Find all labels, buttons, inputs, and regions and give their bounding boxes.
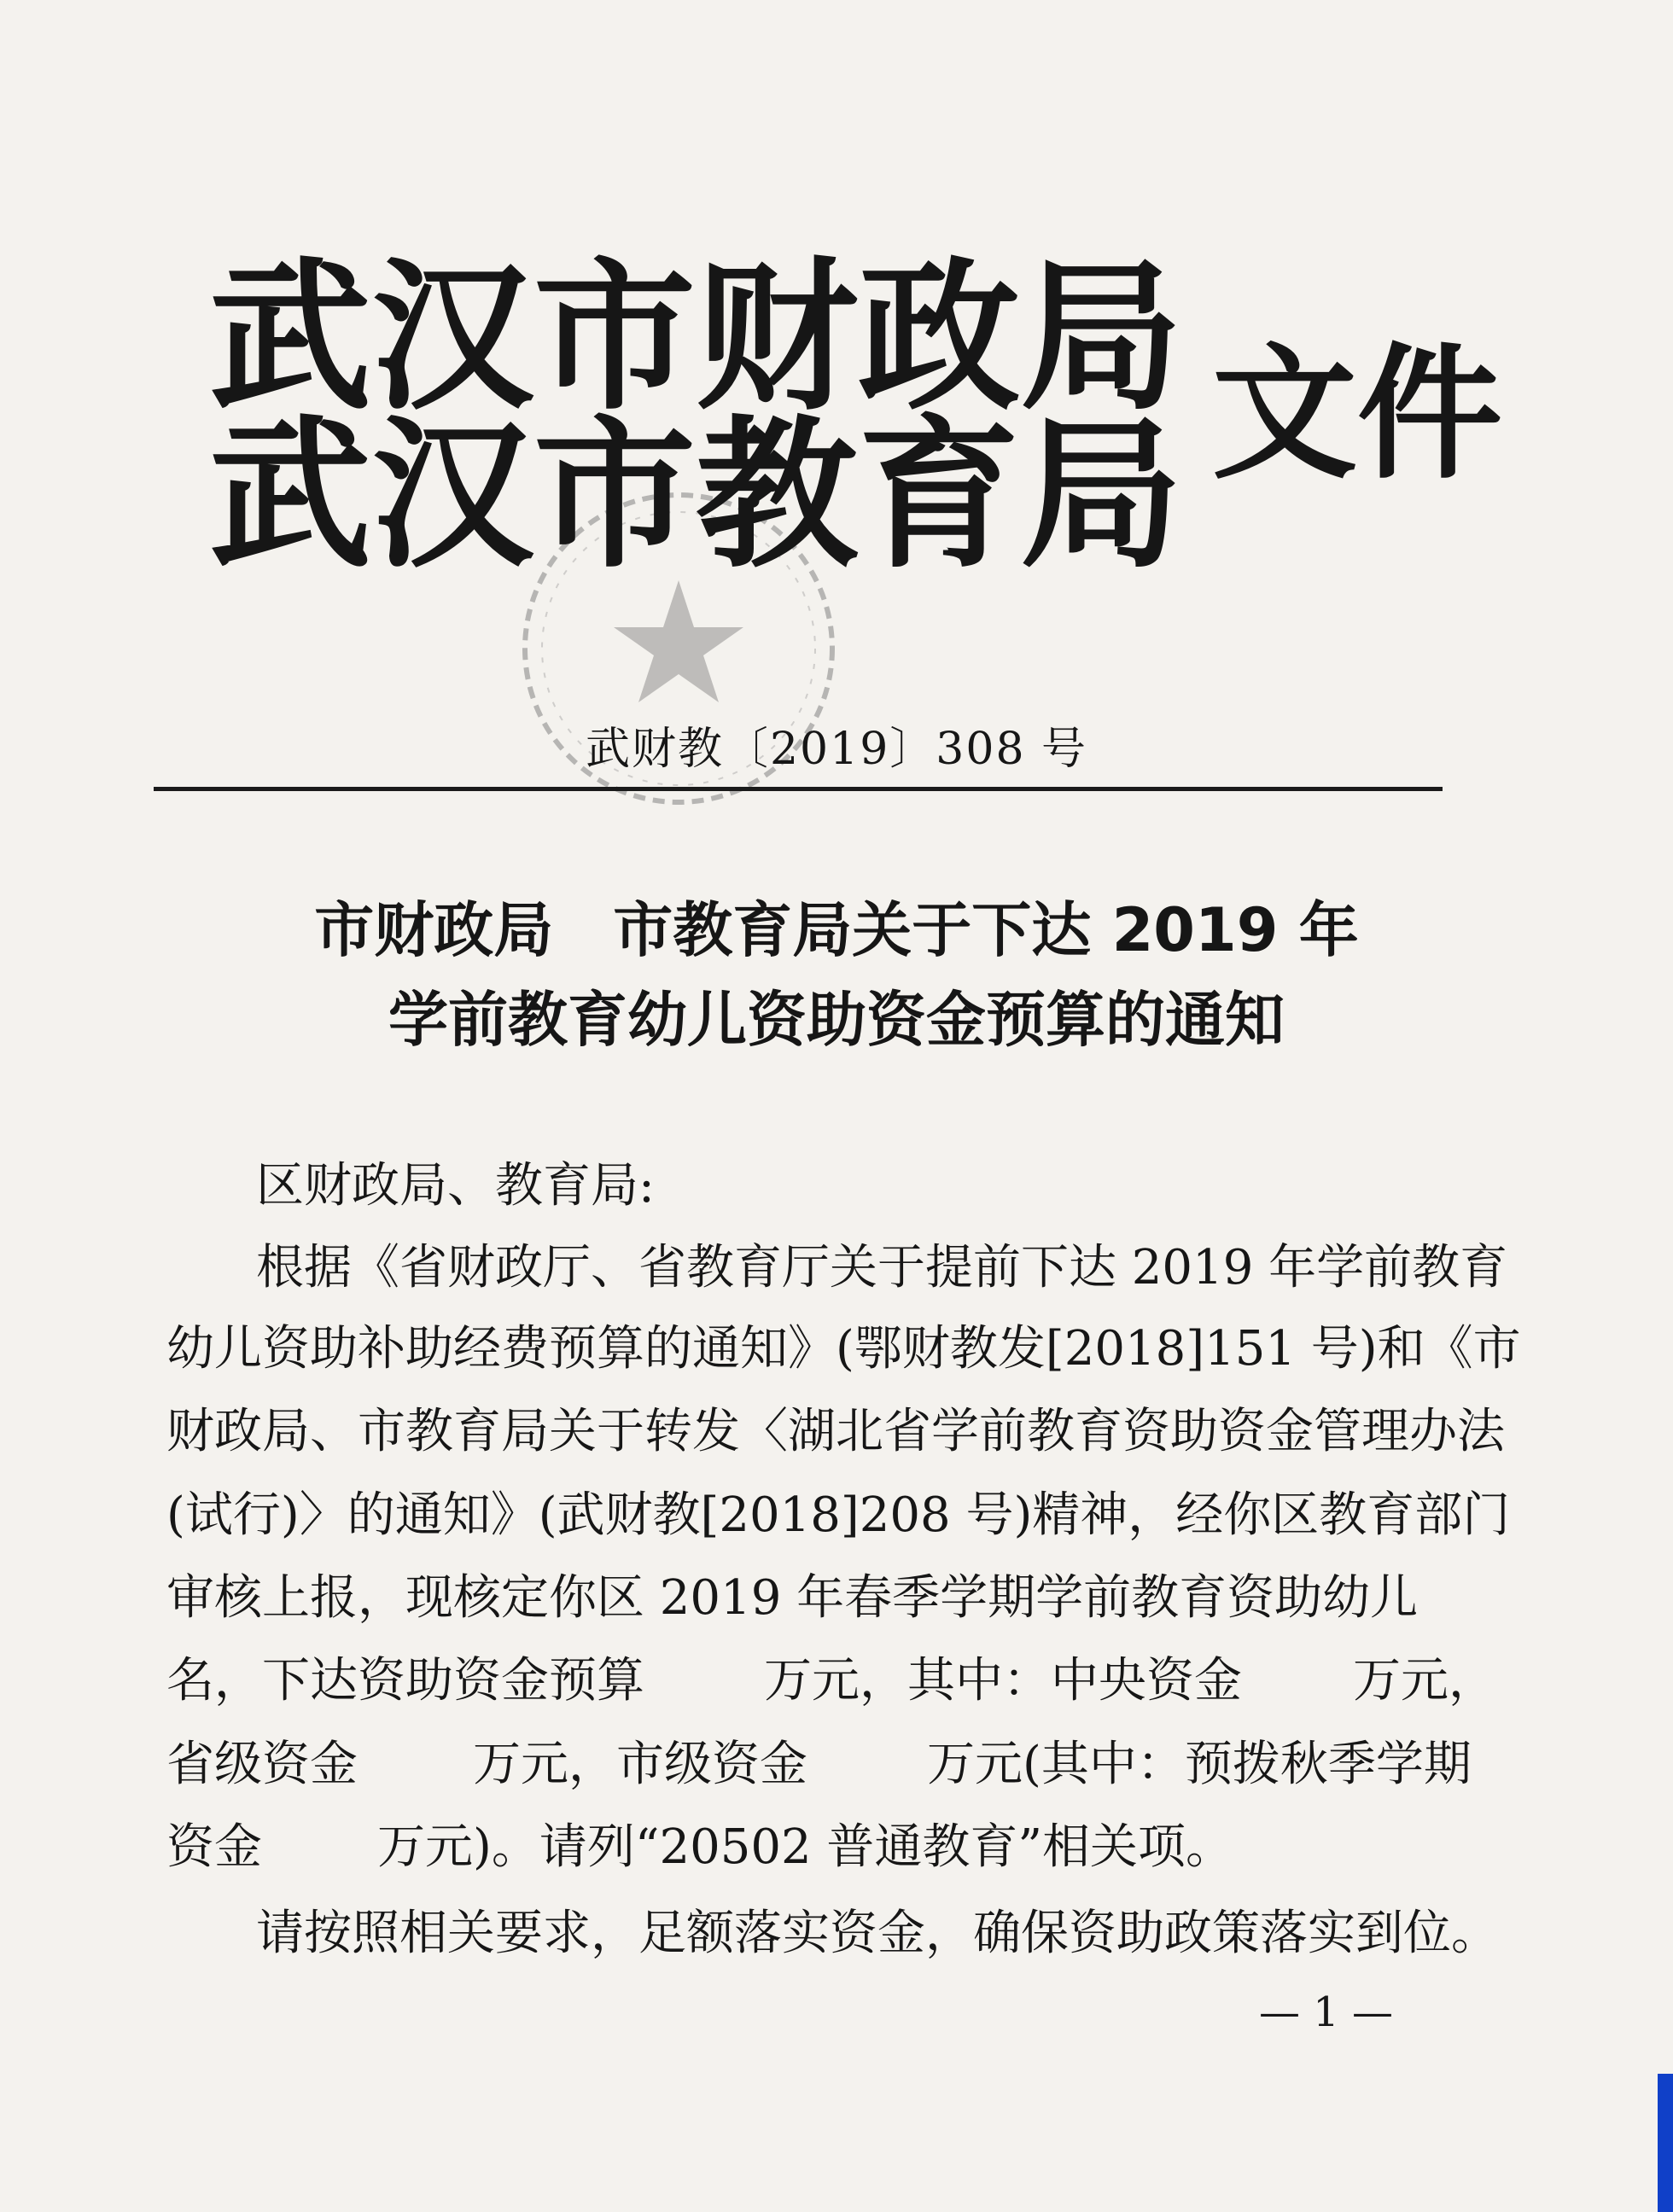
body-line-funding: 名，下达资助资金预算 万元，其中：中央资金 万元， — [166, 1653, 1496, 1708]
body-line-funding: 资金 万元)。请列“20502 普通教育”相关项。 — [166, 1819, 1234, 1875]
salutation: 区财政局、教育局: — [256, 1158, 655, 1214]
body-line: 审核上报，现核定你区 2019 年春季学期学前教育资助幼儿 — [166, 1570, 1419, 1626]
document-title-line-1: 市财政局 市教育局关于下达 2019 年 — [314, 895, 1359, 965]
body-line: (试行)〉的通知》(武财教[2018]208 号)精神，经你区教育部门 — [166, 1487, 1511, 1543]
masthead-doc-type: 文件 — [1212, 329, 1503, 499]
masthead-line-finance-bureau: 武 汉 市 财 政 局 — [209, 242, 1183, 432]
closing-paragraph: 请按照相关要求，足额落实资金，确保资助政策落实到位。 — [256, 1906, 1499, 1961]
body-line: 财政局、市教育局关于转发〈湖北省学前教育资助资金管理办法 — [166, 1404, 1505, 1459]
header-divider — [154, 787, 1443, 791]
document-number: 武财教〔2019〕308 号 — [585, 724, 1088, 775]
body-line: 幼儿资助补助经费预算的通知》(鄂财教发[2018]151 号)和《市 — [166, 1321, 1521, 1377]
body-line-funding: 省级资金 万元，市级资金 万元(其中：预拨秋季学期 — [166, 1737, 1472, 1792]
edge-mark — [1658, 2074, 1673, 2212]
page-number: — 1 — — [1259, 1988, 1394, 2036]
masthead-line-education-bureau: 武 汉 市 教 育 局 — [209, 399, 1183, 590]
document-title-line-2: 学前教育幼儿资助资金预算的通知 — [388, 985, 1285, 1055]
body-line: 根据《省财政厅、省教育厅关于提前下达 2019 年学前教育 — [256, 1240, 1508, 1295]
